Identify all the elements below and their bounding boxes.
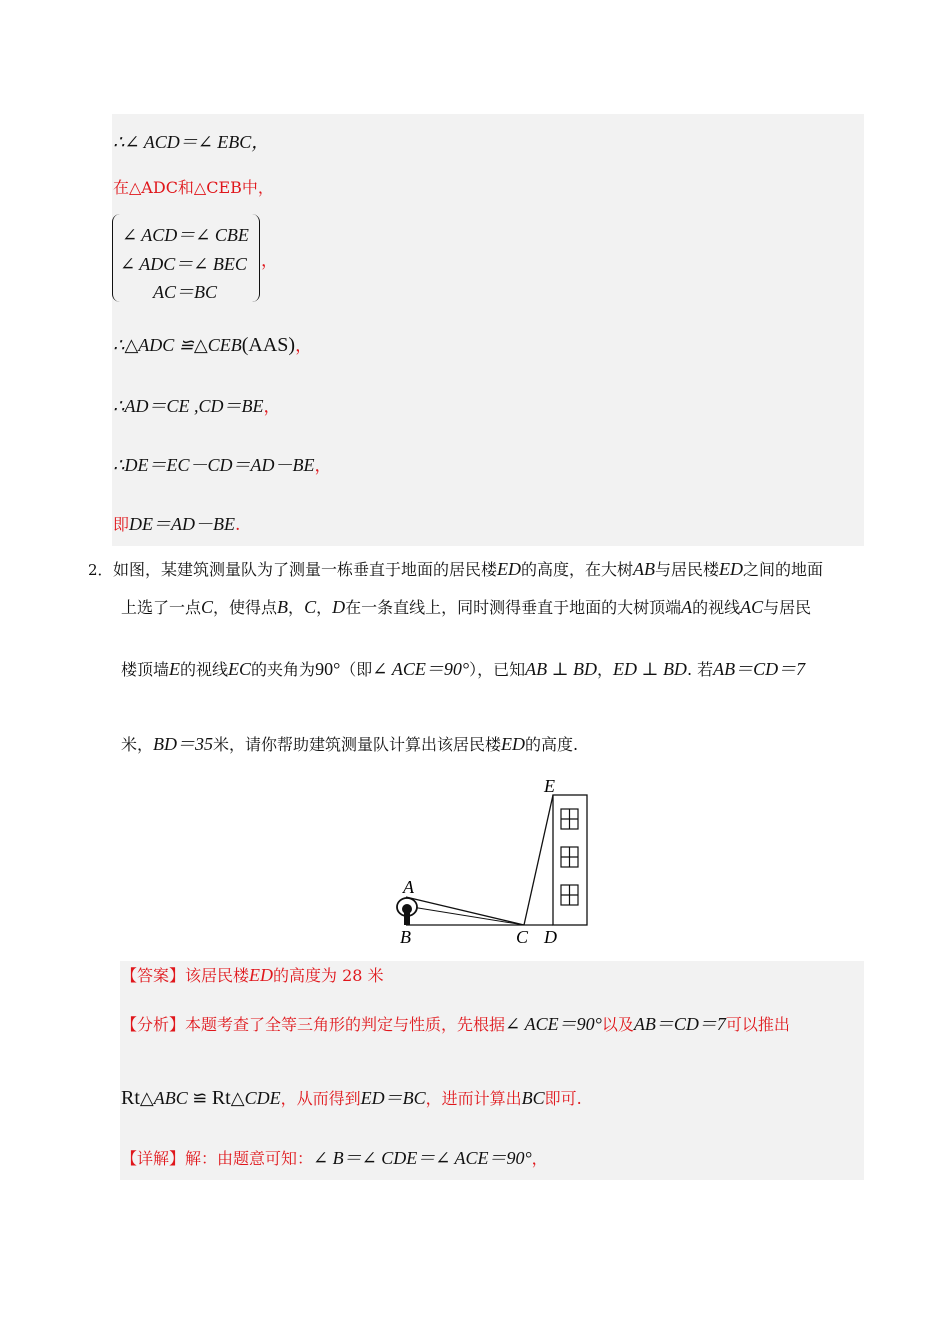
label-b: B [400,927,411,947]
question-line-4: 米，BD＝35米，请你帮助建筑测量队计算出该居民楼ED的高度. [121,734,579,754]
tree-icon [397,898,417,925]
condition-1: ∠ ACD＝∠ CBE [122,225,249,245]
analysis-line-1: 【分析】本题考查了全等三角形的判定与性质，先根据∠ ACE＝90°以及AB＝CD＝7可以推出 [121,1014,790,1034]
geometry-figure [390,775,600,950]
label-c: C [516,927,529,947]
analysis-line-2: Rt△ABC ≌ Rt△CDE，从而得到ED＝BC，进而计算出BC即可. [121,1087,582,1109]
label-d: D [544,927,557,947]
question-line-1: 如图，某建筑测量队为了测量一栋垂直于地面的居民楼ED的高度，在大树AB与居民楼ED之间的地面 [113,559,824,579]
proof-line-4: ∴AD＝CE ,CD＝BE， [113,396,281,417]
system-comma: ， [261,251,278,271]
congruence-conditions [112,214,262,306]
label-a: A [403,877,414,897]
detail-line: 【详解】解：由题意可知：∠ B＝∠ CDE＝∠ ACE＝90°， [121,1148,548,1168]
label-e: E [544,776,555,796]
sight-line-ec [524,795,553,925]
question-line-2: 上选了一点C，使得点B，C，D在一条直线上，同时测得垂直于地面的大树顶端A的视线AC与居民 [121,597,812,617]
question-number: 2． [88,561,113,579]
condition-3: AC＝BC [153,282,218,302]
condition-2: ∠ ADC＝∠ BEC [120,254,247,274]
proof-line-6: 即DE＝AD－BE. [113,514,241,535]
proof-line-1: ∴∠ ACD＝∠ EBC， [113,132,270,152]
sight-line-ac-lower [412,907,524,925]
proof-line-5: ∴DE＝EC－CD＝AD－BE， [113,455,332,476]
answer-line: 【答案】该居民楼ED的高度为 28 米 [121,965,384,985]
question-line-3: 楼顶墙E的视线EC的夹角为90°（即∠ ACE＝90°），已知AB ⊥ BD，ED ⊥ BD. 若AB＝CD＝7 [121,659,806,679]
proof-line-3: ∴△ADC ≌△CEB(AAS)， [113,334,313,356]
sight-line-ac [406,897,524,925]
proof-line-2: 在△ADC和△CEB中， [113,178,274,197]
right-brace [251,214,260,302]
